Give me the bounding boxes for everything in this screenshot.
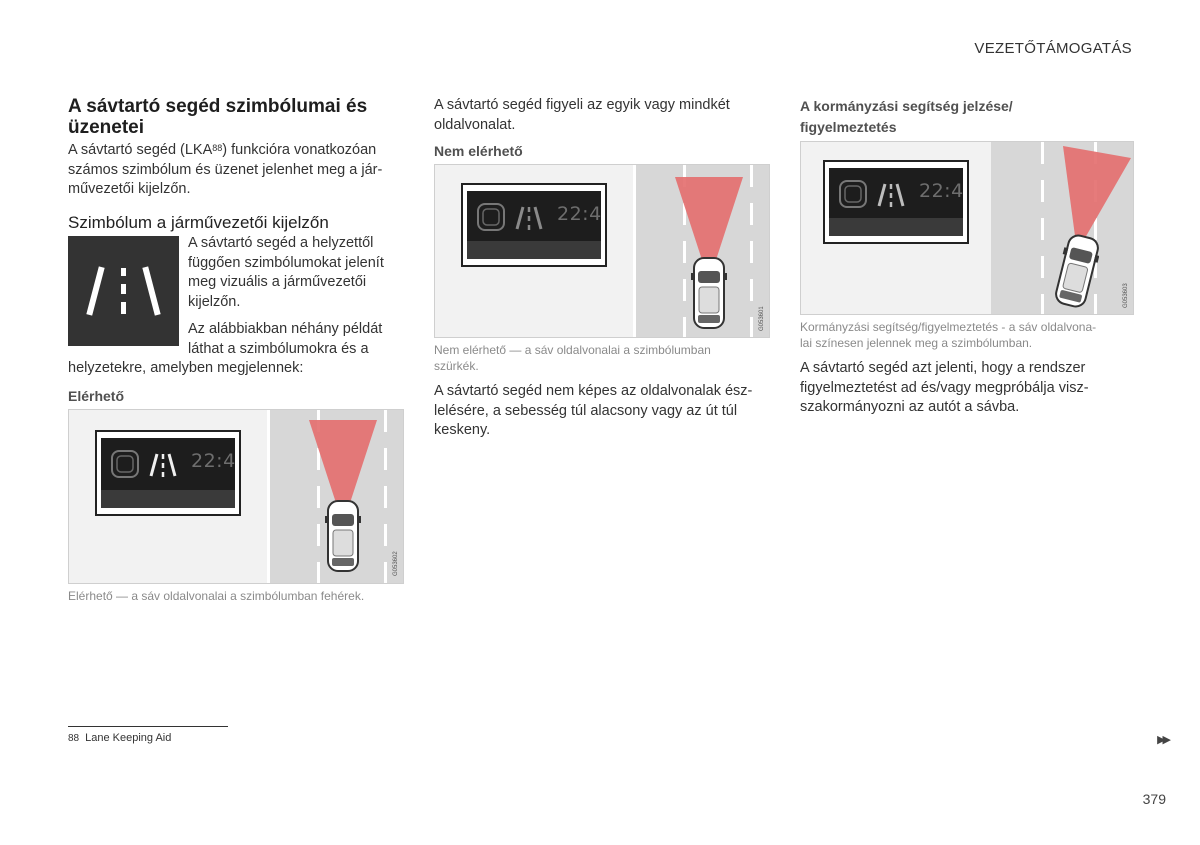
lane-dash xyxy=(384,486,387,508)
car-icon xyxy=(325,498,361,574)
symbol-subtitle: Szimbólum a járművezetői kijelzőn xyxy=(68,213,329,232)
speed-camera-icon xyxy=(109,448,141,480)
double-right-arrow-icon[interactable]: ▶▶ xyxy=(1157,734,1168,746)
available-heading: Elérhető xyxy=(68,388,125,404)
lane-dash xyxy=(384,410,387,432)
figure-available xyxy=(68,409,404,584)
page-title: A sávtartó segéd szimbólumai és üzenetei xyxy=(68,96,368,138)
camera-beam xyxy=(673,175,745,265)
lane-lines-gray-icon xyxy=(513,201,545,233)
lane-dash xyxy=(317,562,320,584)
unavailable-body: A sávtartó segéd nem képes az oldalvonalak ész- lelésére, a sebesség túl alacsony vagy az út túl keskeny. xyxy=(434,383,753,438)
driver-display xyxy=(461,183,607,267)
lane-dash xyxy=(750,317,753,338)
lane-lines-icon xyxy=(68,236,179,346)
section-header: VEZETŐTÁMOGATÁS xyxy=(974,40,1132,57)
lane-dash xyxy=(750,203,753,225)
available-caption: Elérhető — a sáv oldalvonalai a szimbólumban fehérek. xyxy=(68,589,365,603)
lane-edge-line xyxy=(267,410,270,583)
lane-dash xyxy=(384,448,387,470)
display-screen xyxy=(829,168,963,236)
camera-beam xyxy=(1057,144,1133,240)
lane-dash xyxy=(1041,180,1044,202)
monitor-intro: A sávtartó segéd figyeli az egyik vagy mindkét oldalvonalat. xyxy=(434,97,730,133)
unavailable-heading: Nem elérhető xyxy=(434,143,523,159)
examples-intro-a: Az alábbiakban néhány példát láthat a szimbólumokra és a xyxy=(188,321,383,357)
car-icon xyxy=(1055,230,1099,312)
steering-assist-caption: Kormányzási segítség/figyelmeztetés - a sáv oldalvona- lai színesen jelennek meg a szimbólumban. xyxy=(800,320,1097,350)
clock-readout: 22:4 xyxy=(919,180,964,202)
camera-beam xyxy=(307,418,379,508)
figure-steering-assist xyxy=(800,141,1134,315)
figure-code: G053601 xyxy=(759,306,765,331)
speed-camera-icon xyxy=(837,178,869,210)
lane-dash xyxy=(1041,294,1044,315)
intro-paragraph xyxy=(68,141,404,200)
lane-dash xyxy=(317,524,320,546)
footnote-number: 88 xyxy=(68,733,80,744)
driver-display xyxy=(823,160,969,244)
lane-dash xyxy=(750,241,753,263)
car-icon xyxy=(691,255,727,331)
display-strip xyxy=(467,241,601,259)
unavailable-caption: Nem elérhető — a sáv oldalvonalai a szimbólumban szürkék. xyxy=(434,343,711,373)
lane-dash xyxy=(683,317,686,338)
steering-assist-body: A sávtartó segéd azt jelenti, hogy a rendszer figyelmeztetést ad és/vagy megpróbálja visz- szakormányozni az autót a sávba. xyxy=(800,360,1089,415)
lane-dash xyxy=(384,524,387,546)
lane-dash xyxy=(1041,218,1044,240)
speed-camera-icon xyxy=(475,201,507,233)
page-number: 379 xyxy=(1142,791,1166,807)
figure-unavailable xyxy=(434,164,770,338)
footnote-text: Lane Keeping Aid xyxy=(85,732,172,744)
footnote-rule xyxy=(68,726,228,727)
intro-text-start: A sávtartó segéd (LKA xyxy=(68,142,213,158)
lane-dash xyxy=(384,562,387,584)
lane-keeping-symbol xyxy=(68,236,179,346)
figure-code: G053602 xyxy=(393,551,399,576)
lane-dash xyxy=(683,279,686,301)
footnote xyxy=(68,732,171,744)
lane-lines-icon xyxy=(147,448,179,480)
display-screen xyxy=(101,438,235,508)
steering-assist-heading: A kormányzási segítség jelzése/ figyelmeztetés xyxy=(800,98,1013,135)
lane-dash xyxy=(750,165,753,187)
lane-lines-colored-icon xyxy=(875,178,907,210)
display-screen xyxy=(467,191,601,259)
figure-code: G053603 xyxy=(1123,283,1129,308)
clock-readout: 22:4 xyxy=(191,450,236,472)
clock-readout: 22:4 xyxy=(557,203,602,225)
footnote-ref-88[interactable]: 88 xyxy=(212,143,223,153)
examples-intro-b: helyzetekre, amelyben megjelennek: xyxy=(68,360,304,376)
lane-dash xyxy=(750,279,753,301)
lane-dash xyxy=(1041,256,1044,278)
display-strip xyxy=(101,490,235,508)
lane-dash xyxy=(1041,142,1044,164)
lane-edge-line xyxy=(633,165,636,337)
display-strip xyxy=(829,218,963,236)
intro-text-end: ) funkcióra vonatkozóan számos szimbólum és üzenet jelenhet meg a jár- művezetői kijelzőn. xyxy=(68,142,383,197)
driver-display xyxy=(95,430,241,516)
symbol-description: A sávtartó segéd a helyzettől függően szimbólumokat jelenít meg vizuális a járművezetői kijelzőn. xyxy=(188,235,384,310)
